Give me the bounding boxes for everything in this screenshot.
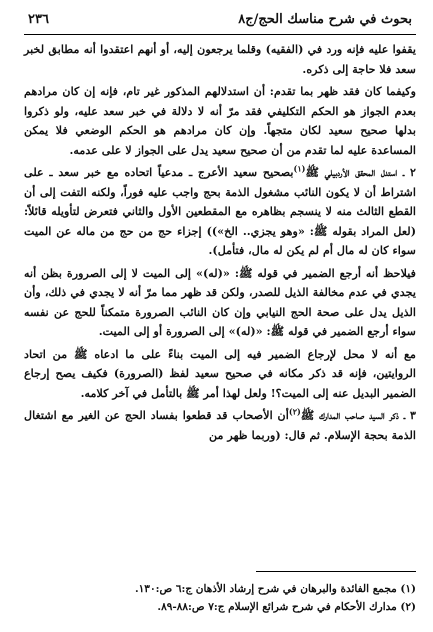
page-number: ٢٣٦ [28, 12, 49, 27]
paragraph-5: مع أنه لا محل لإرجاع الضمير فيه إلى الميت بناءً على ما ادعاه ﷺ من اتحاد الروايتين، فإنه قد ذكر مكانه في صحيح سعيد لفظ (الصرورة) فكيف يصح إرجاع الضمير البديل عنه إلى الميت؟! ولعل لهذا أمر ﷺ بالتأمل في آخر كلامه. [24, 346, 416, 400]
header-rule [24, 34, 416, 35]
footnote-2: (٢) مدارك الأحكام في شرح شرائع الإسلام ج:٧ ص:٨٨-٨٩. [157, 601, 416, 613]
paragraph-6-after: أن الأصحاب قد قطعوا بفساد الحج عن الغير مع اشتغال الذمة بحجة الإسلام. ثم قال: (وربما ظهر من [24, 408, 416, 442]
paragraph-2: وكيفما كان فقد ظهر بما تقدم: أن استدلالهم المذكور غير تام، فإنه إن كان مرادهم بعدم الجواز هو الحكم التكليفي فقد مرّ أنه لا دلالة في خبر سعد عليه، ولو ذكروا بدلها صحيح سعيد لكان متجهاً. وإن كان مرادهم هو الحكم الوضعي فلا يمكن المساعدة عليه لما تقدم من أن صحيح سعيد يدل على الجواز لا على عدمه. [24, 84, 416, 157]
book-page [24, 10, 416, 622]
paragraph-3-after: بصحيح سعيد الأعرج ـ مدعياً اتحاده مع خبر سعد ـ على اشتراط أن لا يكون النائب مشغول الذمة بحج واجب عليه فوراً، ولكنه التفت إلى أن القطع الثالث منه لا ينسجم بظاهره مع المقطعين الأول والثاني فتعرض لتأويله قائلاً: (لعل المراد بقوله ﷺ: «وهو يجزي.. الخ»)) إجزاء حج من حج من ماله عن الميت سواء كان له مال أم لم يكن له مال، فتأمل). [24, 165, 416, 257]
paragraph-3-before: ٢ ـ استدل المحقق الأردبيلي ﷺ [305, 165, 416, 179]
footnote-ref-2[interactable]: (٢) [288, 406, 301, 417]
main-text [24, 40, 416, 445]
running-title: بحوث في شرح مناسك الحج/ج٨ [238, 12, 412, 27]
page-header [24, 10, 416, 32]
footnote-ref-1[interactable]: (١) [293, 163, 306, 174]
footnote-1: (١) مجمع الفائدة والبرهان في شرح إرشاد الأذهان ج:٦ ص:١٣٠. [135, 583, 416, 595]
paragraph-4: فيلاحظ أنه أرجع الضمير في قوله ﷺ: «(له)» إلى الميت لا إلى الصرورة بظن أنه يجدي في عدم مخالفة الذيل للصدر، ولكن قد ظهر مما مرّ أنه لا يجدي في ذلك، وأن الذيل يدل على صحة الحج النيابي وإن كان النائب الصرورة متمكناً للحج عن نفسه سواء أرجع الضمير في قوله ﷺ: «(له)» إلى الصرورة أو إلى الميت. [24, 265, 416, 338]
footnote-rule [256, 571, 416, 572]
footnotes [24, 580, 416, 616]
paragraph-3 [24, 163, 416, 261]
paragraph-6-before: ٣ ـ ذكر السيد صاحب المدارك ﷺ [300, 408, 416, 422]
paragraph-6 [24, 406, 416, 445]
paragraph-1: يقفوا عليه فإنه ورد في (الفقيه) وقلما يرجعون إليه، أو أنهم اعتقدوا أنه مطابق لخبر سعد فلا حاجة إلى ذكره. [24, 42, 416, 76]
